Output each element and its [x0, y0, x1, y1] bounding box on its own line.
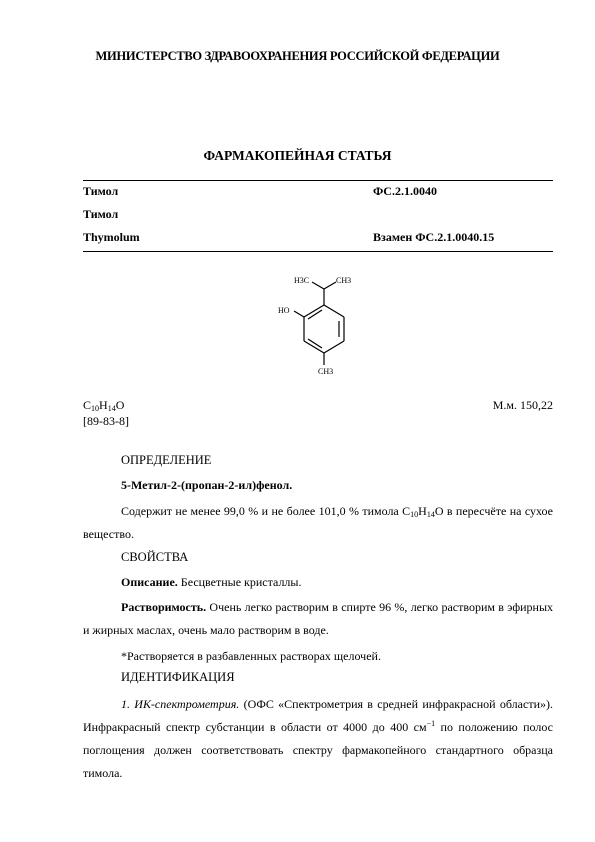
section-identification: ИДЕНТИФИКАЦИЯ — [121, 670, 235, 684]
ministry-header: МИНИСТЕРСТВО ЗДРАВООХРАНЕНИЯ РОССИЙСКОЙ ФЕДЕРАЦИИ — [95, 49, 500, 63]
structural-formula — [272, 262, 372, 380]
alkali-note: *Растворяется в разбавленных растворах щелочей. — [121, 649, 381, 663]
name-latin: Thymolum — [83, 230, 140, 244]
name-ru-secondary: Тимол — [83, 207, 119, 221]
article-code: ФС.2.1.0040 — [373, 184, 437, 198]
label-ch3-top: CH3 — [336, 276, 352, 285]
bottom-divider — [83, 251, 553, 252]
solubility-paragraph: Растворимость. Очень легко растворим в спирте 96 %, легко растворим в эфирных и жирных маслах, очень мало растворим в воде. — [83, 600, 553, 637]
content-paragraph: Содержит не менее 99,0 % и не более 101,0 % тимола $C_{10}H_{14}O$ в пересчёте на сухое вещество. — [83, 504, 554, 541]
label-h3c: H3C — [294, 276, 310, 285]
section-properties: СВОЙСТВА — [121, 550, 189, 564]
top-divider — [83, 180, 553, 181]
label-ho: HO — [278, 306, 290, 315]
name-ru-primary: Тимол — [83, 184, 119, 198]
replaces-code: Взамен ФС.2.1.0040.15 — [373, 230, 495, 244]
description-paragraph: Описание. Бесцветные кристаллы. — [121, 575, 302, 589]
molecular-formula: $C_{10}H_{14}O$ — [83, 398, 125, 413]
molecular-mass: М.м. 150,22 — [492, 398, 553, 412]
document-type-title: ФАРМАКОПЕЙНАЯ СТАТЬЯ — [203, 148, 392, 163]
label-ch3-bottom: CH3 — [318, 367, 334, 376]
chemical-name: 5-Метил-2-(пропан-2-ил)фенол. — [121, 478, 293, 492]
section-definition: ОПРЕДЕЛЕНИЕ — [121, 453, 212, 467]
ir-paragraph: 1. ИК-спектрометрия. (ОФС «Спектрометрия в средней инфракрасной области»). Инфракрасный спектр субстанции в области от 4000 до 400 $см^{-1}$ по положению полос поглощения должен соответствовать спектру фармакопейного стандартного образца тимола. — [83, 697, 553, 780]
cas-number: [89-83-8] — [83, 414, 129, 428]
